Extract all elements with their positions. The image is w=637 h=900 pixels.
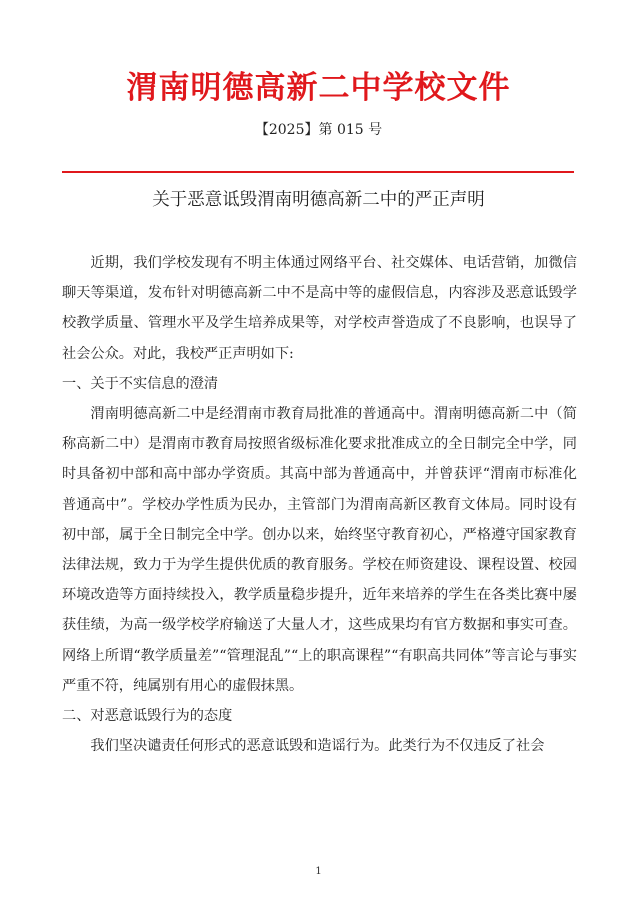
document-number: 【2025】第 015 号 xyxy=(254,122,383,138)
section-heading-attitude: 二、对恶意诋毁行为的态度 xyxy=(62,708,233,725)
document-title: 渭南明德高新二中学校文件 xyxy=(126,70,511,106)
intro-paragraph: 近期，我们学校发现有不明主体通过网络平台、社交媒体、电话营销，加微信聊天等渠道，发布针对明德高新二中不是高中等的虚假信息，内容涉及恶意诋毁学校教学质量、管理水平及学生培养成果等，对学校声誉造成了不良影响，也误导了社会公众。对此，我校严正声明如下: xyxy=(62,255,577,362)
clarification-paragraph: 渭南明德高新二中是经渭南市教育局批准的普通高中。渭南明德高新二中（简称高新二中）是渭南市教育局按照省级标准化要求批准成立的全日制完全中学，同时具备初中部和高中部办学资质。其高中部为普通高中，并曾获评“渭南市标准化普通高中”。学校办学性质为民办，主管部门为渭南高新区教育文体局。同时设有初中部，属于全日制完全中学。创办以来，始终坚守教育初心，严格遵守国家教育法律法规，致力于为学生提供优质的教育服务。学校在师资建设、课程设置、校园环境改造等方面持续投入，教学质量稳步提升，近年来培养的学生在各类比赛中屡获佳绩，为高一级学校学府输送了大量人才，这些成果均有官方数据和事实可查。网络上所谓“教学质量差”“管理混乱”“上的职高课程”“有职高共同体”等言论与事实严重不符，纯属别有用心的虚假抹黑。 xyxy=(62,406,577,694)
attitude-paragraph: 我们坚决谴责任何形式的恶意诋毁和造谣行为。此类行为不仅违反了社会 xyxy=(90,738,545,755)
page-number: 1 xyxy=(315,866,322,877)
document-body xyxy=(62,248,577,761)
statement-title: 关于恶意诋毁渭南明德高新二中的严正声明 xyxy=(152,190,485,210)
red-divider-line xyxy=(62,171,574,173)
section-heading-clarification: 一、关于不实信息的澄清 xyxy=(62,375,219,392)
